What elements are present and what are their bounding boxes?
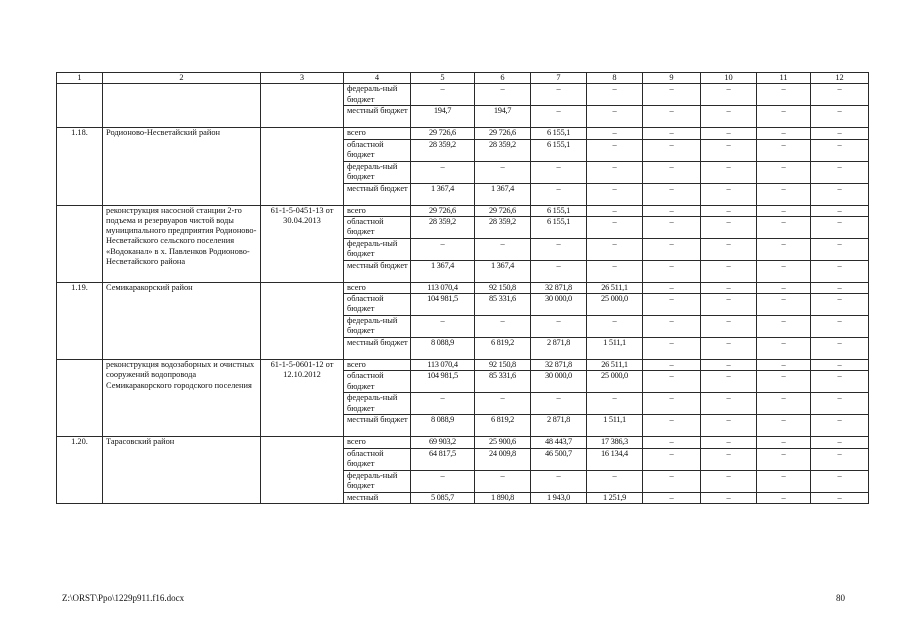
amount-cell: –: [475, 161, 531, 183]
amount-cell: –: [411, 316, 475, 338]
amount-cell: –: [701, 371, 757, 393]
amount-cell: –: [757, 492, 811, 503]
budget-source-label: всего: [344, 128, 411, 139]
amount-cell: –: [811, 106, 869, 128]
amount-cell: 28 359,2: [411, 216, 475, 238]
amount-cell: 6 819,2: [475, 338, 531, 360]
amount-cell: –: [643, 84, 701, 106]
amount-cell: –: [701, 448, 757, 470]
amount-cell: –: [811, 216, 869, 238]
amount-cell: –: [643, 161, 701, 183]
amount-cell: –: [757, 360, 811, 371]
table-header-cell: 11: [757, 73, 811, 84]
amount-cell: 1 367,4: [411, 260, 475, 282]
amount-cell: 25 000,0: [587, 294, 643, 316]
table-row: [57, 437, 869, 448]
amount-cell: –: [475, 238, 531, 260]
document-code: [261, 437, 344, 504]
table-header-cell: 2: [103, 73, 261, 84]
section-title: Семикаракорский район: [103, 282, 261, 359]
amount-cell: 113 070,4: [411, 360, 475, 371]
document-path: Z:\ORST\Ppo\1229p911.f16.docx: [62, 593, 185, 603]
amount-cell: –: [757, 106, 811, 128]
table-row: [57, 205, 869, 216]
document-code: [261, 282, 344, 359]
amount-cell: –: [811, 360, 869, 371]
amount-cell: –: [811, 448, 869, 470]
amount-cell: –: [587, 183, 643, 205]
budget-source-label: местный бюджет: [344, 183, 411, 205]
amount-cell: –: [701, 415, 757, 437]
amount-cell: 29 726,6: [475, 205, 531, 216]
amount-cell: –: [643, 183, 701, 205]
budget-source-label: областной бюджет: [344, 216, 411, 238]
amount-cell: –: [587, 238, 643, 260]
amount-cell: –: [701, 294, 757, 316]
amount-cell: –: [811, 316, 869, 338]
section-number: [57, 205, 103, 282]
amount-cell: –: [531, 470, 587, 492]
amount-cell: 46 500,7: [531, 448, 587, 470]
amount-cell: –: [757, 282, 811, 293]
budget-source-label: местный бюджет: [344, 106, 411, 128]
amount-cell: –: [643, 415, 701, 437]
amount-cell: –: [811, 294, 869, 316]
amount-cell: 92 150,8: [475, 360, 531, 371]
amount-cell: –: [475, 470, 531, 492]
budget-source-label: федераль-ный бюджет: [344, 238, 411, 260]
amount-cell: –: [701, 316, 757, 338]
amount-cell: 16 134,4: [587, 448, 643, 470]
amount-cell: –: [587, 84, 643, 106]
section-number: 1.20.: [57, 437, 103, 504]
budget-source-label: областной бюджет: [344, 139, 411, 161]
amount-cell: –: [811, 238, 869, 260]
amount-cell: 29 726,6: [411, 205, 475, 216]
amount-cell: 104 981,5: [411, 294, 475, 316]
amount-cell: –: [701, 183, 757, 205]
amount-cell: –: [587, 470, 643, 492]
section-number: [57, 84, 103, 128]
budget-source-label: местный бюджет: [344, 260, 411, 282]
table-row: [57, 282, 869, 293]
budget-source-label: всего: [344, 360, 411, 371]
amount-cell: 8 088,9: [411, 338, 475, 360]
amount-cell: –: [757, 393, 811, 415]
amount-cell: –: [701, 238, 757, 260]
budget-source-label: всего: [344, 282, 411, 293]
amount-cell: –: [757, 161, 811, 183]
amount-cell: 1 367,4: [475, 260, 531, 282]
amount-cell: 69 903,2: [411, 437, 475, 448]
table-header-cell: 8: [587, 73, 643, 84]
amount-cell: 28 359,2: [475, 139, 531, 161]
amount-cell: –: [587, 260, 643, 282]
amount-cell: –: [643, 139, 701, 161]
amount-cell: 6 155,1: [531, 205, 587, 216]
amount-cell: 6 155,1: [531, 139, 587, 161]
amount-cell: 25 900,6: [475, 437, 531, 448]
amount-cell: –: [643, 205, 701, 216]
table-header-cell: 5: [411, 73, 475, 84]
amount-cell: –: [757, 437, 811, 448]
amount-cell: –: [757, 260, 811, 282]
amount-cell: –: [411, 470, 475, 492]
amount-cell: –: [701, 205, 757, 216]
amount-cell: –: [475, 393, 531, 415]
amount-cell: –: [701, 216, 757, 238]
amount-cell: –: [701, 492, 757, 503]
amount-cell: –: [811, 282, 869, 293]
document-code: 61-1-5-0601-12 от 12.10.2012: [261, 360, 344, 437]
amount-cell: –: [643, 393, 701, 415]
document-code: 61-1-5-0451-13 от 30.04.2013: [261, 205, 344, 282]
table-header-row: [57, 73, 869, 84]
amount-cell: –: [643, 106, 701, 128]
amount-cell: –: [643, 338, 701, 360]
amount-cell: –: [475, 84, 531, 106]
amount-cell: –: [643, 128, 701, 139]
amount-cell: –: [811, 338, 869, 360]
section-number: 1.19.: [57, 282, 103, 359]
amount-cell: 26 511,1: [587, 360, 643, 371]
budget-source-label: федераль-ный бюджет: [344, 161, 411, 183]
amount-cell: –: [701, 360, 757, 371]
page-number: 80: [836, 593, 845, 603]
amount-cell: –: [811, 139, 869, 161]
amount-cell: 29 726,6: [411, 128, 475, 139]
amount-cell: –: [643, 492, 701, 503]
amount-cell: –: [531, 161, 587, 183]
budget-table: [56, 72, 869, 504]
amount-cell: –: [701, 470, 757, 492]
table-header-cell: 6: [475, 73, 531, 84]
amount-cell: 25 000,0: [587, 371, 643, 393]
amount-cell: –: [531, 316, 587, 338]
document-code: [261, 84, 344, 128]
amount-cell: 113 070,4: [411, 282, 475, 293]
budget-source-label: федераль-ный бюджет: [344, 393, 411, 415]
amount-cell: 5 085,7: [411, 492, 475, 503]
table-header-cell: 10: [701, 73, 757, 84]
amount-cell: 26 511,1: [587, 282, 643, 293]
table-header-cell: 7: [531, 73, 587, 84]
table-header-cell: 12: [811, 73, 869, 84]
section-title: реконструкция насосной станции 2-го подъема и резервуаров чистой воды муниципального предприятия Родионово-Несветайского сельского поселения «Водоканал» в х. Павленков Родионово-Несветайского района: [103, 205, 261, 282]
budget-source-label: местный: [344, 492, 411, 503]
amount-cell: –: [587, 106, 643, 128]
amount-cell: –: [531, 106, 587, 128]
amount-cell: 1 511,1: [587, 338, 643, 360]
amount-cell: –: [643, 282, 701, 293]
amount-cell: –: [587, 205, 643, 216]
amount-cell: –: [531, 238, 587, 260]
amount-cell: –: [811, 205, 869, 216]
table-header-cell: 3: [261, 73, 344, 84]
amount-cell: –: [643, 437, 701, 448]
amount-cell: –: [531, 393, 587, 415]
amount-cell: –: [757, 415, 811, 437]
amount-cell: 2 871,8: [531, 338, 587, 360]
budget-source-label: всего: [344, 437, 411, 448]
section-title: реконструкция водозаборных и очистных сооружений водопровода Семикаракорского городского поселения: [103, 360, 261, 437]
amount-cell: –: [475, 316, 531, 338]
amount-cell: 28 359,2: [411, 139, 475, 161]
amount-cell: –: [757, 216, 811, 238]
amount-cell: –: [757, 238, 811, 260]
amount-cell: –: [757, 316, 811, 338]
table-row: [57, 84, 869, 106]
amount-cell: –: [531, 260, 587, 282]
amount-cell: 17 386,3: [587, 437, 643, 448]
amount-cell: 6 155,1: [531, 216, 587, 238]
amount-cell: 1 890,8: [475, 492, 531, 503]
section-title: Родионово-Несветайский район: [103, 128, 261, 205]
amount-cell: –: [811, 183, 869, 205]
amount-cell: 8 088,9: [411, 415, 475, 437]
amount-cell: –: [811, 161, 869, 183]
amount-cell: –: [811, 393, 869, 415]
amount-cell: 92 150,8: [475, 282, 531, 293]
amount-cell: 194,7: [411, 106, 475, 128]
amount-cell: 29 726,6: [475, 128, 531, 139]
amount-cell: –: [643, 448, 701, 470]
amount-cell: –: [811, 84, 869, 106]
amount-cell: –: [531, 183, 587, 205]
amount-cell: 48 443,7: [531, 437, 587, 448]
amount-cell: 1 367,4: [475, 183, 531, 205]
amount-cell: –: [811, 470, 869, 492]
amount-cell: –: [643, 294, 701, 316]
amount-cell: –: [757, 139, 811, 161]
amount-cell: –: [701, 437, 757, 448]
budget-source-label: федераль-ный бюджет: [344, 470, 411, 492]
amount-cell: –: [411, 238, 475, 260]
amount-cell: –: [701, 282, 757, 293]
amount-cell: –: [757, 448, 811, 470]
amount-cell: 1 943,0: [531, 492, 587, 503]
budget-source-label: областной бюджет: [344, 294, 411, 316]
amount-cell: –: [587, 393, 643, 415]
table-header-cell: 4: [344, 73, 411, 84]
amount-cell: 32 871,8: [531, 282, 587, 293]
amount-cell: –: [811, 128, 869, 139]
table-row: [57, 360, 869, 371]
amount-cell: –: [701, 338, 757, 360]
budget-source-label: областной бюджет: [344, 448, 411, 470]
amount-cell: –: [757, 470, 811, 492]
amount-cell: 64 817,5: [411, 448, 475, 470]
amount-cell: 6 819,2: [475, 415, 531, 437]
amount-cell: –: [757, 294, 811, 316]
amount-cell: 194,7: [475, 106, 531, 128]
amount-cell: –: [757, 371, 811, 393]
amount-cell: –: [701, 106, 757, 128]
section-number: [57, 360, 103, 437]
amount-cell: –: [531, 84, 587, 106]
budget-source-label: федераль-ный бюджет: [344, 84, 411, 106]
amount-cell: –: [643, 470, 701, 492]
amount-cell: –: [757, 205, 811, 216]
section-title: Тарасовский район: [103, 437, 261, 504]
amount-cell: –: [811, 415, 869, 437]
document-code: [261, 128, 344, 205]
amount-cell: –: [587, 139, 643, 161]
amount-cell: 1 251,9: [587, 492, 643, 503]
amount-cell: –: [587, 316, 643, 338]
table-row: [57, 128, 869, 139]
table-header-cell: 9: [643, 73, 701, 84]
amount-cell: 32 871,8: [531, 360, 587, 371]
table-header-cell: 1: [57, 73, 103, 84]
section-number: 1.18.: [57, 128, 103, 205]
amount-cell: –: [701, 84, 757, 106]
amount-cell: –: [811, 371, 869, 393]
budget-source-label: областной бюджет: [344, 371, 411, 393]
budget-source-label: местный бюджет: [344, 415, 411, 437]
budget-source-label: местный бюджет: [344, 338, 411, 360]
budget-source-label: всего: [344, 205, 411, 216]
amount-cell: –: [643, 238, 701, 260]
amount-cell: –: [643, 260, 701, 282]
amount-cell: 85 331,6: [475, 294, 531, 316]
amount-cell: 30 000,0: [531, 294, 587, 316]
amount-cell: –: [757, 183, 811, 205]
amount-cell: –: [701, 161, 757, 183]
amount-cell: 28 359,2: [475, 216, 531, 238]
budget-source-label: федераль-ный бюджет: [344, 316, 411, 338]
amount-cell: –: [701, 139, 757, 161]
amount-cell: –: [643, 360, 701, 371]
amount-cell: –: [701, 260, 757, 282]
amount-cell: 85 331,6: [475, 371, 531, 393]
amount-cell: –: [757, 338, 811, 360]
section-title: [103, 84, 261, 128]
amount-cell: –: [701, 393, 757, 415]
amount-cell: –: [811, 260, 869, 282]
amount-cell: –: [643, 216, 701, 238]
amount-cell: 30 000,0: [531, 371, 587, 393]
amount-cell: 2 871,8: [531, 415, 587, 437]
amount-cell: 1 511,1: [587, 415, 643, 437]
amount-cell: –: [811, 492, 869, 503]
amount-cell: –: [587, 128, 643, 139]
amount-cell: –: [643, 316, 701, 338]
amount-cell: –: [643, 371, 701, 393]
amount-cell: 1 367,4: [411, 183, 475, 205]
amount-cell: –: [411, 84, 475, 106]
amount-cell: 104 981,5: [411, 371, 475, 393]
amount-cell: –: [757, 128, 811, 139]
amount-cell: –: [811, 437, 869, 448]
amount-cell: –: [587, 161, 643, 183]
amount-cell: –: [701, 128, 757, 139]
amount-cell: –: [411, 161, 475, 183]
amount-cell: 24 009,8: [475, 448, 531, 470]
amount-cell: –: [411, 393, 475, 415]
amount-cell: –: [587, 216, 643, 238]
amount-cell: 6 155,1: [531, 128, 587, 139]
amount-cell: –: [757, 84, 811, 106]
